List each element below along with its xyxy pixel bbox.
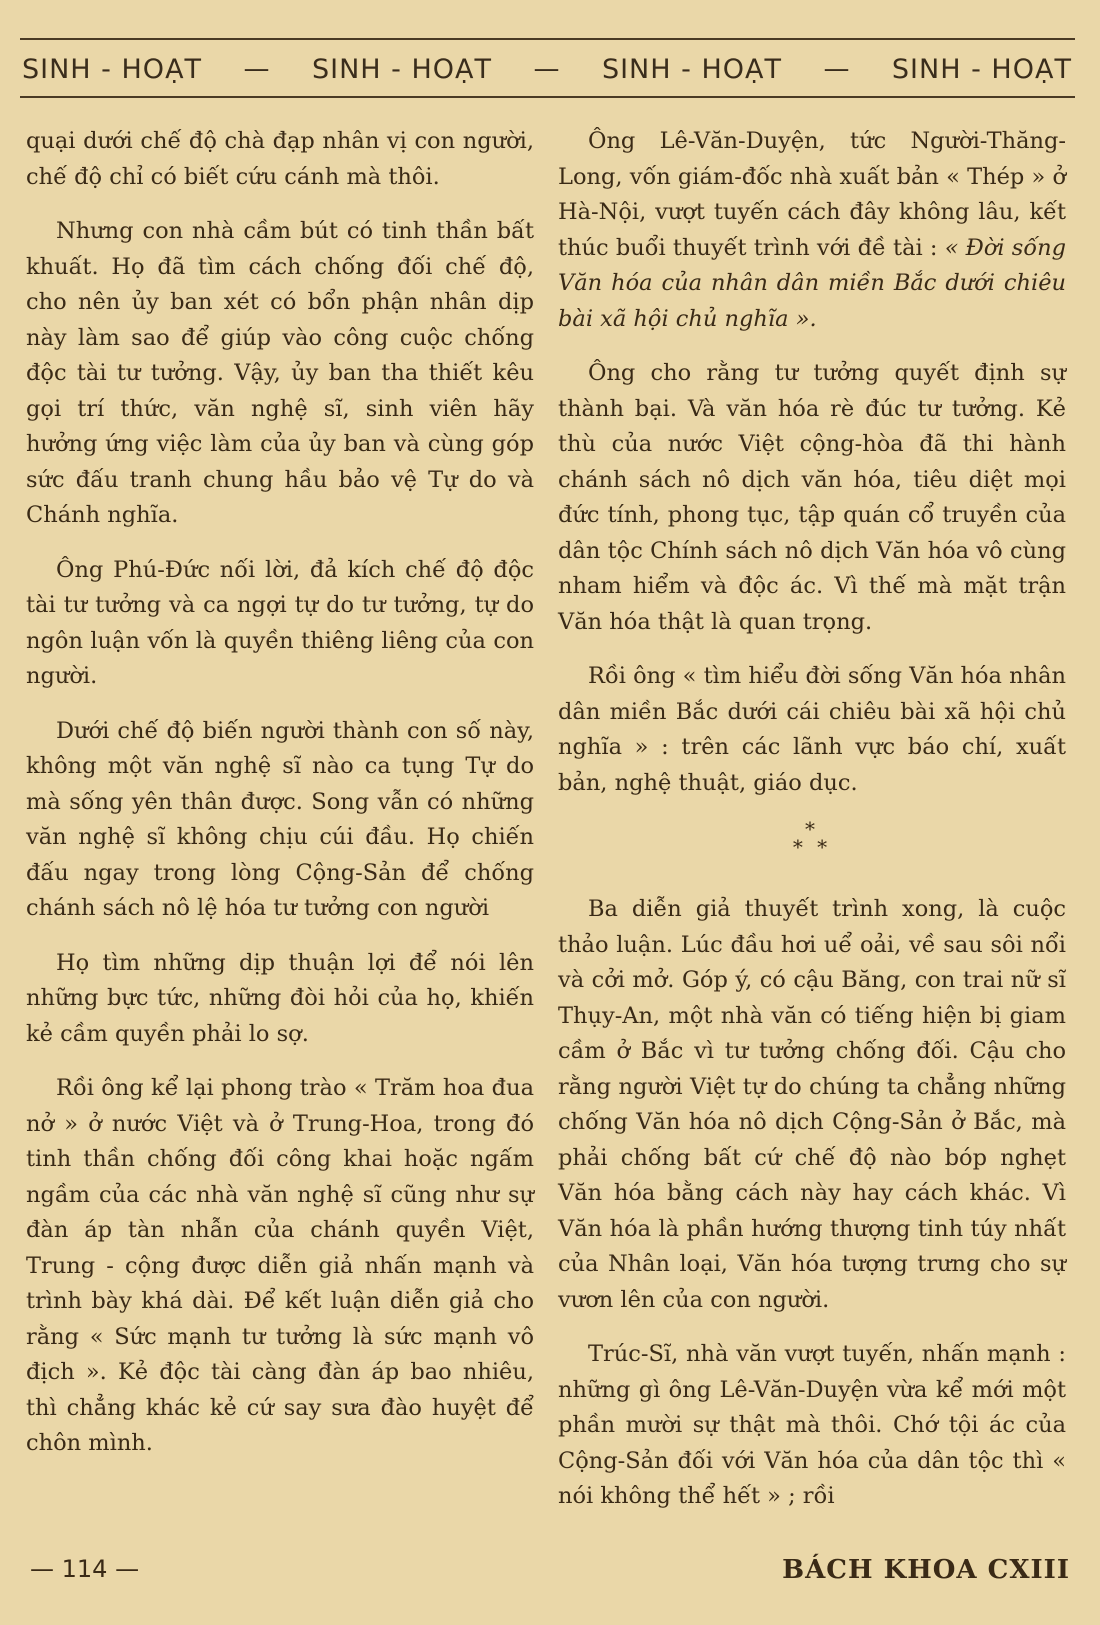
section-break	[558, 817, 1066, 859]
section-break-bottom: * *	[792, 835, 832, 859]
paragraph: Ông Phú-Đức nối lời, đả kích chế độ độc tài tư tưởng và ca ngợi tự do tư tưởng, tự do ngôn luận vốn là quyền thiêng liêng của con người.	[26, 556, 534, 689]
top-rule	[20, 38, 1075, 40]
page-number: — 114 —	[30, 1555, 140, 1583]
paragraph: Ba diễn giả thuyết trình xong, là cuộc thảo luận. Lúc đầu hơi uể oải, về sau sôi nổi và cởi mở. Góp ý, có cậu Băng, con trai nữ sĩ Thụy-An, một nhà văn có tiếng hiện bị giam cầm ở Bắc vì tư tưởng chống đối. Cậu cho rằng người Việt tự do chúng ta chẳng những chống Văn hóa nô dịch Cộng-Sản ở Bắc, mà phải chống bất cứ chế độ nào bóp nghẹt Văn hóa bằng cách này hay cách khác. Vì Văn hóa là phần hướng thượng tinh túy nhất của Nhân loại, Văn hóa tượng trưng cho sự vươn lên của con người.	[558, 896, 1066, 1313]
paragraph: Nhưng con nhà cầm bút có tinh thần bất khuất. Họ đã tìm cách chống đối chế độ, cho nên ủy ban xét có bổn phận nhân dịp này làm sao để giúp vào công cuộc chống độc tài tư tưởng. Vậy, ủy ban tha thiết kêu gọi trí thức, văn nghệ sĩ, sinh viên hãy hưởng ứng việc làm của ủy ban và cùng góp sức đấu tranh chung hầu bảo vệ Tự do và Chánh nghĩa.	[26, 218, 534, 528]
paragraph: Dưới chế độ biến người thành con số này, không một văn nghệ sĩ nào ca tụng Tự do mà sống yên thân được. Song vẫn có những văn nghệ sĩ không chịu cúi đầu. Họ chiến đấu ngay trong lòng Cộng-Sản để chống chánh sách nô lệ hóa tư tưởng con người	[26, 717, 534, 921]
page-footer	[30, 1555, 1070, 1595]
header-separator: —	[243, 54, 271, 84]
header-item: SINH - HOẠT	[601, 53, 782, 85]
paragraph: Rồi ông « tìm hiểu đời sống Văn hóa nhân dân miền Bắc dưới cái chiêu bài xã hội chủ nghĩa » : trên các lãnh vực báo chí, xuất bản, nghệ thuật, giáo dục.	[558, 663, 1066, 796]
header-rule	[20, 96, 1075, 98]
paragraph: Rồi ông kể lại phong trào « Trăm hoa đua nở » ở nước Việt và ở Trung-Hoa, trong đó tinh thần chống đối công khai hoặc ngấm ngầm của các nhà văn nghệ sĩ cũng như sự đàn áp tàn nhẫn của chánh quyền Việt, Trung - cộng được diễn giả nhấn mạnh và trình bày khá dài. Để kết luận diễn giả cho rằng « Sức mạnh tư tưởng là sức mạnh vô địch ». Kẻ độc tài càng đàn áp bao nhiêu, thì chẳng khác kẻ cứ say sưa đào huyệt để chôn mình.	[26, 1075, 534, 1456]
paragraph: Trúc-Sĩ, nhà văn vượt tuyến, nhấn mạnh : những gì ông Lê-Văn-Duyện vừa kể mới một phần mười sự thật mà thôi. Chớ tội ác của Cộng-Sản đối với Văn hóa của dân tộc thì « nói không thể hết » ; rồi	[558, 1341, 1066, 1509]
lecture-title: « Đời sống Văn hóa của nhân dân miền Bắc dưới chiêu bài xã hội chủ nghĩa ».	[558, 234, 1066, 332]
header-separator: —	[533, 54, 561, 84]
paragraph: Ông cho rằng tư tưởng quyết định sự thành bại. Và văn hóa rè đúc tư tưởng. Kẻ thù của nước Việt cộng-hòa đã thi hành chánh sách nô dịch văn hóa, tiêu diệt mọi đức tính, phong tục, tập quán cổ truyền của dân tộc Chính sách nô dịch Văn hóa vô cùng nham hiểm và độc ác. Vì thế mà mặt trận Văn hóa thật là quan trọng.	[558, 360, 1066, 635]
left-column	[26, 124, 534, 1481]
right-column	[558, 124, 1066, 1534]
running-header	[22, 46, 1072, 92]
paragraph	[558, 124, 1066, 337]
section-break-top: *	[805, 817, 819, 841]
header-item: SINH - HOẠT	[891, 53, 1072, 85]
paragraph: quại dưới chế độ chà đạp nhân vị con người, chế độ chỉ có biết cứu cánh mà thôi.	[26, 128, 534, 190]
header-item: SINH - HOẠT	[22, 53, 203, 85]
paragraph-text: Ông Lê-Văn-Duyện, tức Người-Thăng-Long, vốn giám-đốc nhà xuất bản « Thép » ở Hà-Nội, vượt tuyến cách đây không lâu, kết thúc buổi thuyết trình với đề tài :	[558, 128, 1066, 261]
header-separator: —	[823, 54, 851, 84]
header-item: SINH - HOẠT	[311, 53, 492, 85]
journal-name: BÁCH KHOA CXIII	[782, 1555, 1070, 1585]
paragraph: Họ tìm những dịp thuận lợi để nói lên những bực tức, những đòi hỏi của họ, khiến kẻ cầm quyền phải lo sợ.	[26, 949, 534, 1047]
